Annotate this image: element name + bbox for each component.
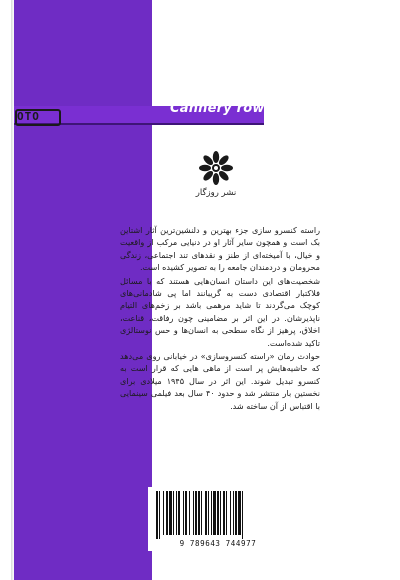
- barcode-bar: [159, 491, 160, 539]
- barcode-bar: [213, 491, 216, 535]
- barcode-bar: [233, 491, 234, 535]
- barcode-bar: [230, 491, 231, 535]
- barcode-bar: [223, 491, 225, 535]
- barcode-bar: [217, 491, 219, 535]
- barcode-bar: [238, 491, 241, 535]
- barcode-bar: [169, 491, 172, 535]
- back-cover-blurb: [120, 224, 320, 413]
- barcode-bar: [205, 491, 207, 535]
- barcode-bar: [193, 491, 194, 535]
- barcode-bar: [211, 491, 212, 535]
- barcode-bar: [166, 491, 168, 535]
- barcode-bar: [176, 491, 177, 535]
- isbn-barcode: [148, 487, 288, 551]
- barcode-bar: [178, 491, 180, 535]
- blurb-paragraph: حوادث رمان «راسته کنسروسازی» در خیابانی روی می‌دهد که حاشیه‌هایش پر است از ماهی هایی که قرار است به کنسرو تبدیل شوند. این اثر در سال ۱۹۴۵ میلادی برای نخستین بار منتشر شد و حدود ۴۰ سال بعد فیلمی سینمایی با اقتباس از آن ساخته شد.: [120, 351, 320, 411]
- barcode-bar: [185, 491, 187, 535]
- barcode-bar: [163, 491, 164, 535]
- barcode-bar: [220, 491, 221, 535]
- cover-badge: OTO: [17, 110, 40, 123]
- barcode-bar: [156, 491, 158, 539]
- barcode-bars: [152, 491, 284, 539]
- isbn-number: 9 789643 744977: [179, 539, 257, 548]
- barcode-bar: [235, 491, 237, 535]
- barcode-bar: [226, 491, 227, 535]
- barcode-bar: [173, 491, 174, 535]
- barcode-bar: [195, 491, 197, 535]
- blurb-paragraph: شخصیت‌های این داستان انسان‌هایی هستند که با مسائل فلاکتبار اقتصادی دست به گریبانند اما پی شادمانی‌های کوچک می‌گردند تا شاید مرهمی باشد بر زخم‌های التیام ناپذیرشان. در این اثر بر مضامینی چون رفاقت، قناعت، اخلاق، پرهیز از نگاه سطحی به انسان‌ها و حس نوستالژی تاکید شده‌است.: [120, 275, 320, 348]
- book-spine-edge: [0, 0, 11, 580]
- barcode-bar: [208, 491, 209, 535]
- book-title: Cannery row: [170, 101, 265, 116]
- barcode-bar: [183, 491, 184, 535]
- barcode-bar: [189, 491, 190, 535]
- barcode-bar: [242, 491, 243, 539]
- barcode-bar: [198, 491, 200, 535]
- barcode-bar: [201, 491, 202, 535]
- publisher-name: نشر روزگار: [195, 188, 237, 198]
- publisher-rosette-logo: [198, 150, 234, 186]
- blurb-paragraph: راسته کنسرو سازی جزء بهترین و دلنشین‌ترین آثار اشتاین بک است و همچون سایر آثار او در دنیایی مرکب از واقعیت و خیال، با آمیخته‌ای از طنز و نقدهای تند اجتماعی، زندگی محرومان و دردمندان جامعه را به تصویر کشیده است.: [120, 225, 320, 273]
